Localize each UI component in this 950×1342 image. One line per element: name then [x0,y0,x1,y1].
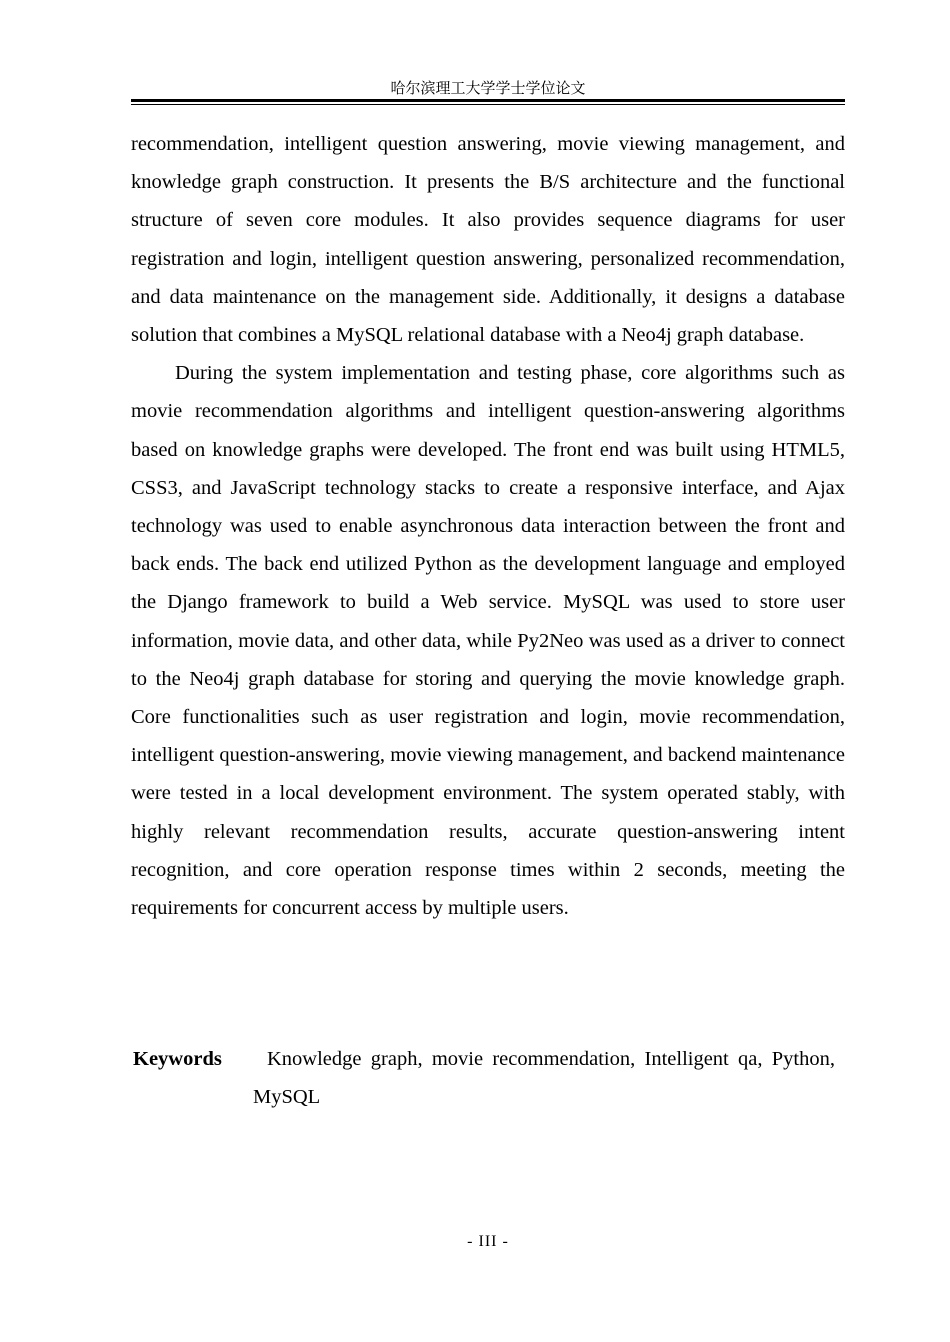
header-rule-thick [131,99,845,102]
keywords-list: Knowledge graph, movie recommendation, Intelligent qa, Python, MySQL [253,1048,835,1109]
page-number: - III - [467,1233,509,1250]
keywords-section [131,1040,835,1116]
abstract-body [131,125,845,927]
keywords-label: Keywords [133,1048,222,1070]
running-header: 哈尔滨理工大学学士学位论文 [390,79,586,97]
abstract-paragraph-1: recommendation, intelligent question answering, movie viewing management, and knowledge graph construction. It presents the B/S architecture and the functional structure of seven core modules. It also provides sequence diagrams for user registration and login, intelligent question answering, personalized recommendation, and data maintenance on the management side. Additionally, it designs a database solution that combines a MySQL relational database with a Neo4j graph database. [131,133,845,347]
header-rule-thin [131,104,845,105]
abstract-paragraph-2: During the system implementation and testing phase, core algorithms such as movie recommendation algorithms and intelligent question-answering algorithms based on knowledge graphs were developed. The front end was built using HTML5, CSS3, and JavaScript technology stacks to create a responsive interface, and Ajax technology was used to enable asynchronous data interaction between the front and back ends. The back end utilized Python as the development language and employed the Django framework to build a Web service. MySQL was used to store user information, movie data, and other data, while Py2Neo was used as a driver to connect to the Neo4j graph database for storing and querying the movie knowledge graph. Core functionalities such as user registration and login, movie recommendation, intelligent question-answering, movie viewing management, and backend maintenance were tested in a local development environment. The system operated stably, with highly relevant recommendation results, accurate question-answering intent recognition, and core operation response times within 2 seconds, meeting the requirements for concurrent access by multiple users. [131,362,845,920]
